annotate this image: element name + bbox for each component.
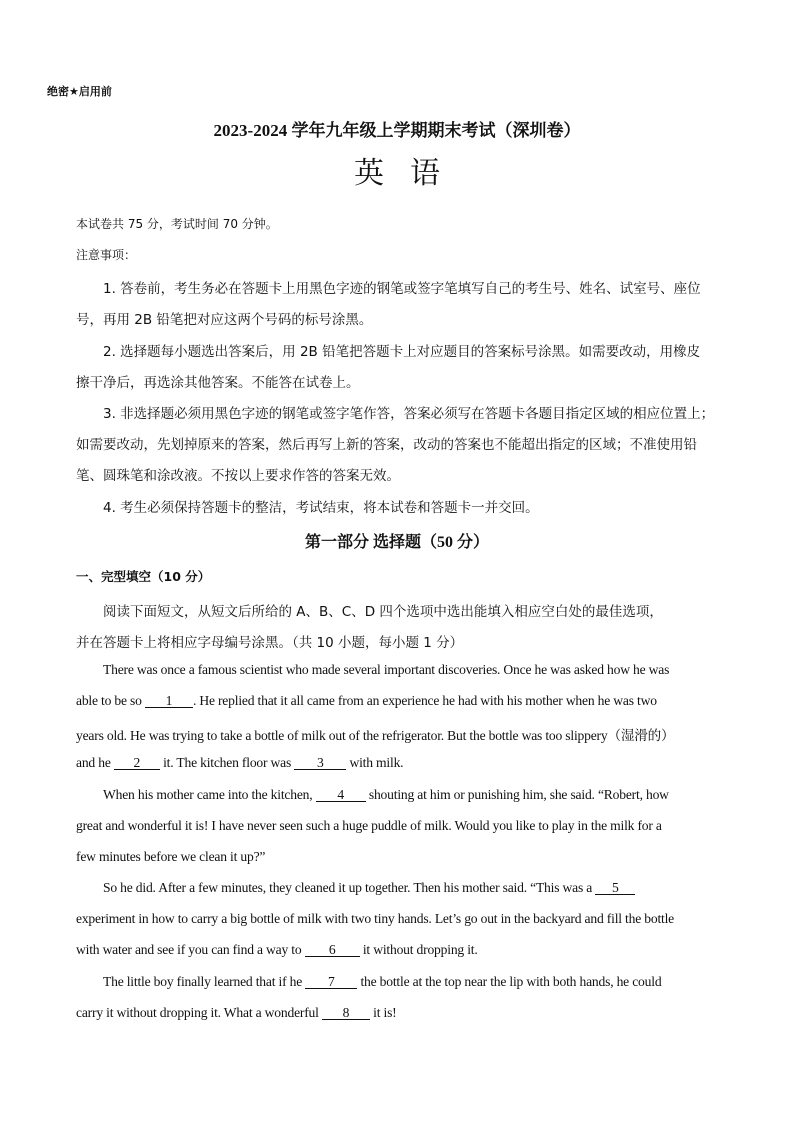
note-4: 4. 考生必须保持答题卡的整洁，考试结束，将本试卷和答题卡一并交回。 [103,500,539,516]
confidential-mark: 绝密★启用前 [47,85,112,98]
passage-line-7: few minutes before we clean it up?” [76,849,266,864]
note-3-line-2: 如需要改动，先划掉原来的答案，然后再写上新的答案，改动的答案也不能超出指定的区域；不准使用铅 [76,437,697,453]
passage-line-3: years old. He was trying to take a bottle of milk out of the refrigerator. But the bottle was too slippery（湿滑的） [76,728,675,743]
cloze-section-heading: 一、完型填空（10 分） [76,569,211,584]
blank-8: 8 [322,1006,370,1020]
note-1-line-1: 1. 答卷前，考生务必在答题卡上用黑色字迹的钢笔或签字笔填写自己的考生号、姓名、试室号、座位 [103,281,701,297]
blank-1: 1 [145,694,193,708]
passage-text: The little boy finally learned that if he [103,974,303,989]
score-time-info: 本试卷共 75 分，考试时间 70 分钟。 [76,217,278,231]
passage-text: So he did. After a few minutes, they cleaned it up together. Then his mother said. “This was a [103,880,593,895]
blank-5: 5 [595,881,635,895]
passage-text: the bottle at the top near the lip with both hands, he could [360,974,662,989]
passage-text: it is! [373,1005,397,1020]
exam-title: 2023-2024 学年九年级上学期期末考试（深圳卷） [213,121,581,140]
passage-text: . He replied that it all came from an experience he had with his mother when he was two [192,693,657,708]
notes-heading: 注意事项： [76,248,137,262]
passage-text: able to be so [76,693,142,708]
passage-line-8 [103,880,635,896]
passage-text: it without dropping it. [362,942,478,957]
passage-line-2 [76,693,657,709]
subject-title: 英语 [354,157,466,190]
passage-line-1: There was once a famous scientist who made several important discoveries. Once he was asked how he was [103,662,670,677]
blank-4: 4 [316,788,366,802]
passage-line-6: great and wonderful it is! I have never seen such a huge puddle of milk. Would you like to play in the milk for a [76,818,662,833]
passage-text: and he [76,755,111,770]
passage-line-10 [76,942,478,958]
blank-7: 7 [305,975,357,989]
blank-6: 6 [305,943,360,957]
note-2-line-1: 2. 选择题每小题选出答案后，用 2B 铅笔把答题卡上对应题目的答案标号涂黑。如需要改动，用橡皮 [103,344,701,360]
blank-3: 3 [294,756,346,770]
passage-line-4 [76,755,403,771]
note-3-line-3: 笔、圆珠笔和涂改液。不按以上要求作答的答案无效。 [76,468,400,484]
passage-line-9: experiment in how to carry a big bottle of milk with two tiny hands. Let’s go out in the backyard and fill the bottle [76,911,675,926]
part-1-title: 第一部分 选择题（50 分） [304,534,489,551]
passage-line-11 [103,974,661,990]
instruction-line-2: 并在答题卡上将相应字母编号涂黑。（共 10 小题，每小题 1 分） [76,635,464,651]
passage-line-5 [103,787,669,803]
blank-2: 2 [114,756,160,770]
passage-text: it. The kitchen floor was [163,755,292,770]
note-2-line-2: 擦干净后，再选涂其他答案。不能答在试卷上。 [76,375,360,391]
instruction-line-1: 阅读下面短文，从短文后所给的 A、B、C、D 四个选项中选出能填入相应空白处的最佳选项， [103,604,663,620]
passage-text: with milk. [349,755,404,770]
passage-line-12 [76,1005,397,1021]
passage-text: When his mother came into the kitchen, [103,787,313,802]
note-3-line-1: 3. 非选择题必须用黑色字迹的钢笔或签字笔作答，答案必须写在答题卡各题目指定区域的相应位置上； [103,406,715,422]
passage-text: carry it without dropping it. What a wonderful [76,1005,319,1020]
passage-text: shouting at him or punishing him, she said. “Robert, how [368,787,669,802]
passage-text: with water and see if you can find a way to [76,942,302,957]
note-1-line-2: 号，再用 2B 铅笔把对应这两个号码的标号涂黑。 [76,312,373,328]
